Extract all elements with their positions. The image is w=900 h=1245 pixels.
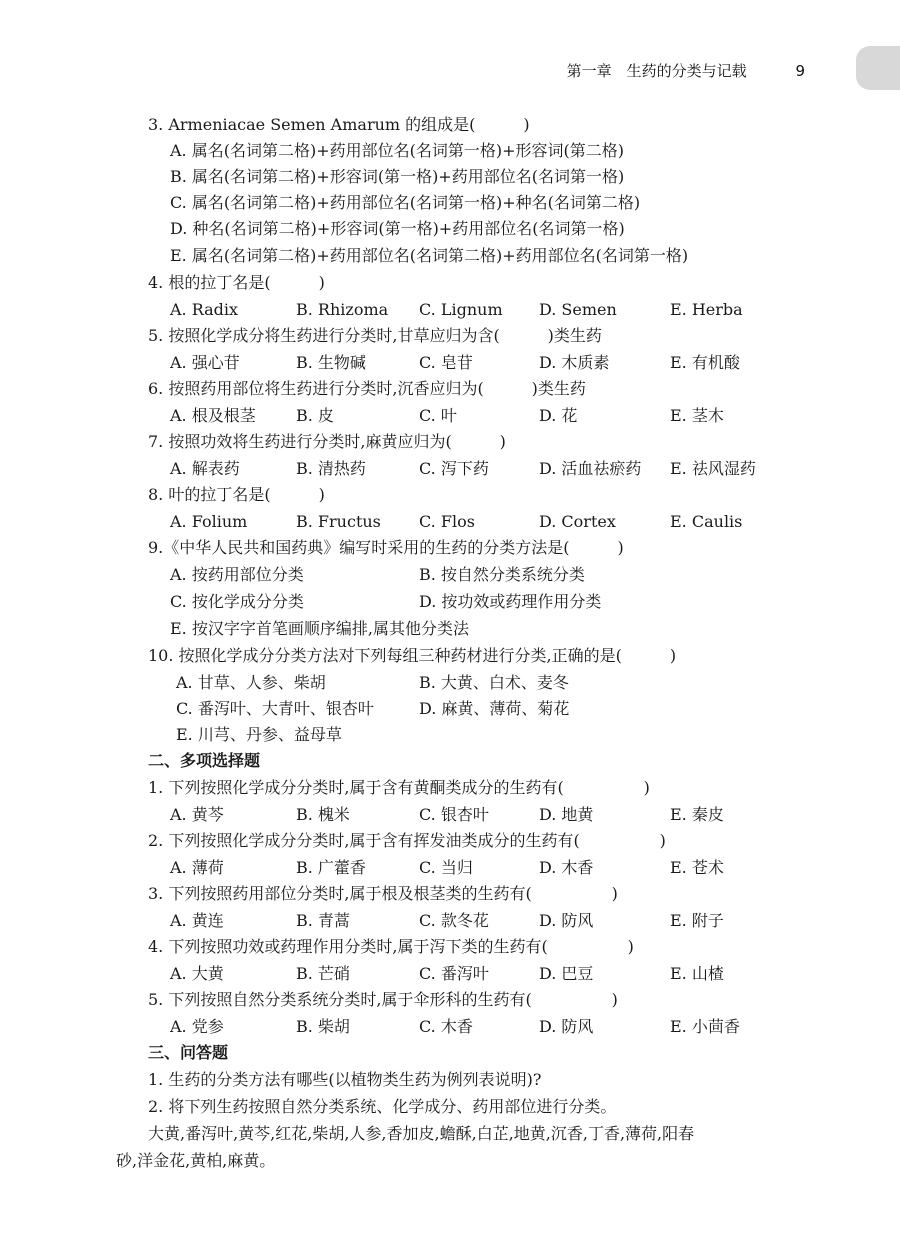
option: E. 川芎、丹参、益母草 [176, 725, 342, 744]
option: B. 槐米 [296, 805, 350, 824]
option: C. 款冬花 [419, 911, 489, 930]
question-stem: 2. 下列按照化学成分分类时,属于含有挥发油类成分的生药有( ) [148, 831, 666, 850]
question-stem: 7. 按照功效将生药进行分类时,麻黄应归为( ) [148, 432, 506, 451]
option: D. 防风 [539, 1017, 594, 1036]
option: B. 清热药 [296, 459, 366, 478]
question-stem: 8. 叶的拉丁名是( ) [148, 485, 325, 504]
option: A. 薄荷 [170, 858, 224, 877]
option: A. 大黄 [170, 964, 224, 983]
option: C. 当归 [419, 858, 473, 877]
option: B. 大黄、白术、麦冬 [419, 673, 569, 692]
option: E. 祛风湿药 [670, 459, 756, 478]
option: C. 叶 [419, 406, 457, 425]
question-stem: 1. 下列按照化学成分分类时,属于含有黄酮类成分的生药有( ) [148, 778, 650, 797]
section-heading: 三、问答题 [148, 1043, 229, 1062]
option: D. Semen [539, 300, 617, 319]
question-stem: 5. 按照化学成分将生药进行分类时,甘草应归为含( )类生药 [148, 326, 602, 345]
option: C. 皂苷 [419, 353, 473, 372]
option: D. 麻黄、薄荷、菊花 [419, 699, 570, 718]
option: A. 按药用部位分类 [170, 565, 304, 584]
option: B. Fructus [296, 512, 381, 531]
option: B. 青蒿 [296, 911, 350, 930]
option: D. 花 [539, 406, 578, 425]
option: A. 强心苷 [170, 353, 240, 372]
option: A. 根及根茎 [170, 406, 256, 425]
option: B. 广藿香 [296, 858, 366, 877]
option: A. 甘草、人参、柴胡 [176, 673, 326, 692]
option: D. 按功效或药理作用分类 [419, 592, 602, 611]
option: E. Caulis [670, 512, 743, 531]
question-stem: 6. 按照药用部位将生药进行分类时,沉香应归为( )类生药 [148, 379, 586, 398]
option: E. Herba [670, 300, 743, 319]
section-heading: 二、多项选择题 [148, 751, 261, 770]
question-stem: 3. 下列按照药用部位分类时,属于根及根茎类的生药有( ) [148, 884, 618, 903]
option: D. 防风 [539, 911, 594, 930]
option: E. 山楂 [670, 964, 724, 983]
question-stem: 5. 下列按照自然分类系统分类时,属于伞形科的生药有( ) [148, 990, 618, 1009]
option: E. 有机酸 [670, 353, 740, 372]
option: D. 木质素 [539, 353, 610, 372]
qa-question: 2. 将下列生药按照自然分类系统、化学成分、药用部位进行分类。 [148, 1097, 617, 1116]
question-stem: 4. 根的拉丁名是( ) [148, 273, 325, 292]
option: D. 种名(名词第二格)+形容词(第一格)+药用部位名(名词第一格) [170, 219, 625, 238]
option: E. 小茴香 [670, 1017, 740, 1036]
chapter-edge-tab [856, 46, 900, 90]
option: A. 黄芩 [170, 805, 224, 824]
option: B. 属名(名词第二格)+形容词(第一格)+药用部位名(名词第一格) [170, 167, 625, 186]
option: C. 木香 [419, 1017, 473, 1036]
option: B. 皮 [296, 406, 334, 425]
option: B. 芒硝 [296, 964, 350, 983]
question-stem: 4. 下列按照功效或药理作用分类时,属于泻下类的生药有( ) [148, 937, 634, 956]
question-stem: 10. 按照化学成分分类方法对下列每组三种药材进行分类,正确的是( ) [148, 646, 677, 665]
option: B. Rhizoma [296, 300, 389, 319]
option: D. 地黄 [539, 805, 594, 824]
option: D. 木香 [539, 858, 594, 877]
option: C. Flos [419, 512, 475, 531]
option: D. 活血祛瘀药 [539, 459, 642, 478]
question-stem: 9.《中华人民共和国药典》编写时采用的生药的分类方法是( ) [148, 538, 624, 557]
option: C. 泻下药 [419, 459, 489, 478]
option: E. 茎木 [670, 406, 724, 425]
option: D. Cortex [539, 512, 616, 531]
option: D. 巴豆 [539, 964, 594, 983]
option: E. 苍术 [670, 858, 724, 877]
option: C. Lignum [419, 300, 503, 319]
option: C. 属名(名词第二格)+药用部位名(名词第一格)+种名(名词第二格) [170, 193, 641, 212]
option: A. 党参 [170, 1017, 224, 1036]
option: B. 按自然分类系统分类 [419, 565, 585, 584]
option: E. 按汉字字首笔画顺序编排,属其他分类法 [170, 619, 469, 638]
option: A. 黄连 [170, 911, 224, 930]
qa-question: 1. 生药的分类方法有哪些(以植物类生药为例列表说明)? [148, 1070, 542, 1089]
option: B. 生物碱 [296, 353, 366, 372]
chapter-title: 第一章 生药的分类与记载 [566, 62, 747, 80]
option: C. 按化学成分分类 [170, 592, 304, 611]
option: A. Folium [170, 512, 248, 531]
option: C. 番泻叶、大青叶、银杏叶 [176, 699, 374, 718]
option: C. 银杏叶 [419, 805, 489, 824]
option: E. 秦皮 [670, 805, 724, 824]
option: C. 番泻叶 [419, 964, 489, 983]
option: A. Radix [170, 300, 239, 319]
qa-paragraph-line: 大黄,番泻叶,黄芩,红花,柴胡,人参,香加皮,蟾酥,白芷,地黄,沉香,丁香,薄荷,阳春 [148, 1124, 695, 1143]
option: E. 附子 [670, 911, 724, 930]
option: A. 属名(名词第二格)+药用部位名(名词第一格)+形容词(第二格) [170, 141, 624, 160]
option: E. 属名(名词第二格)+药用部位名(名词第二格)+药用部位名(名词第一格) [170, 246, 689, 265]
page-number: 9 [795, 62, 805, 80]
question-stem: 3. Armeniacae Semen Amarum 的组成是( ) [148, 115, 530, 134]
qa-paragraph-line: 砂,洋金花,黄柏,麻黄。 [116, 1151, 276, 1170]
option: B. 柴胡 [296, 1017, 350, 1036]
page-header [567, 60, 805, 81]
option: A. 解表药 [170, 459, 240, 478]
